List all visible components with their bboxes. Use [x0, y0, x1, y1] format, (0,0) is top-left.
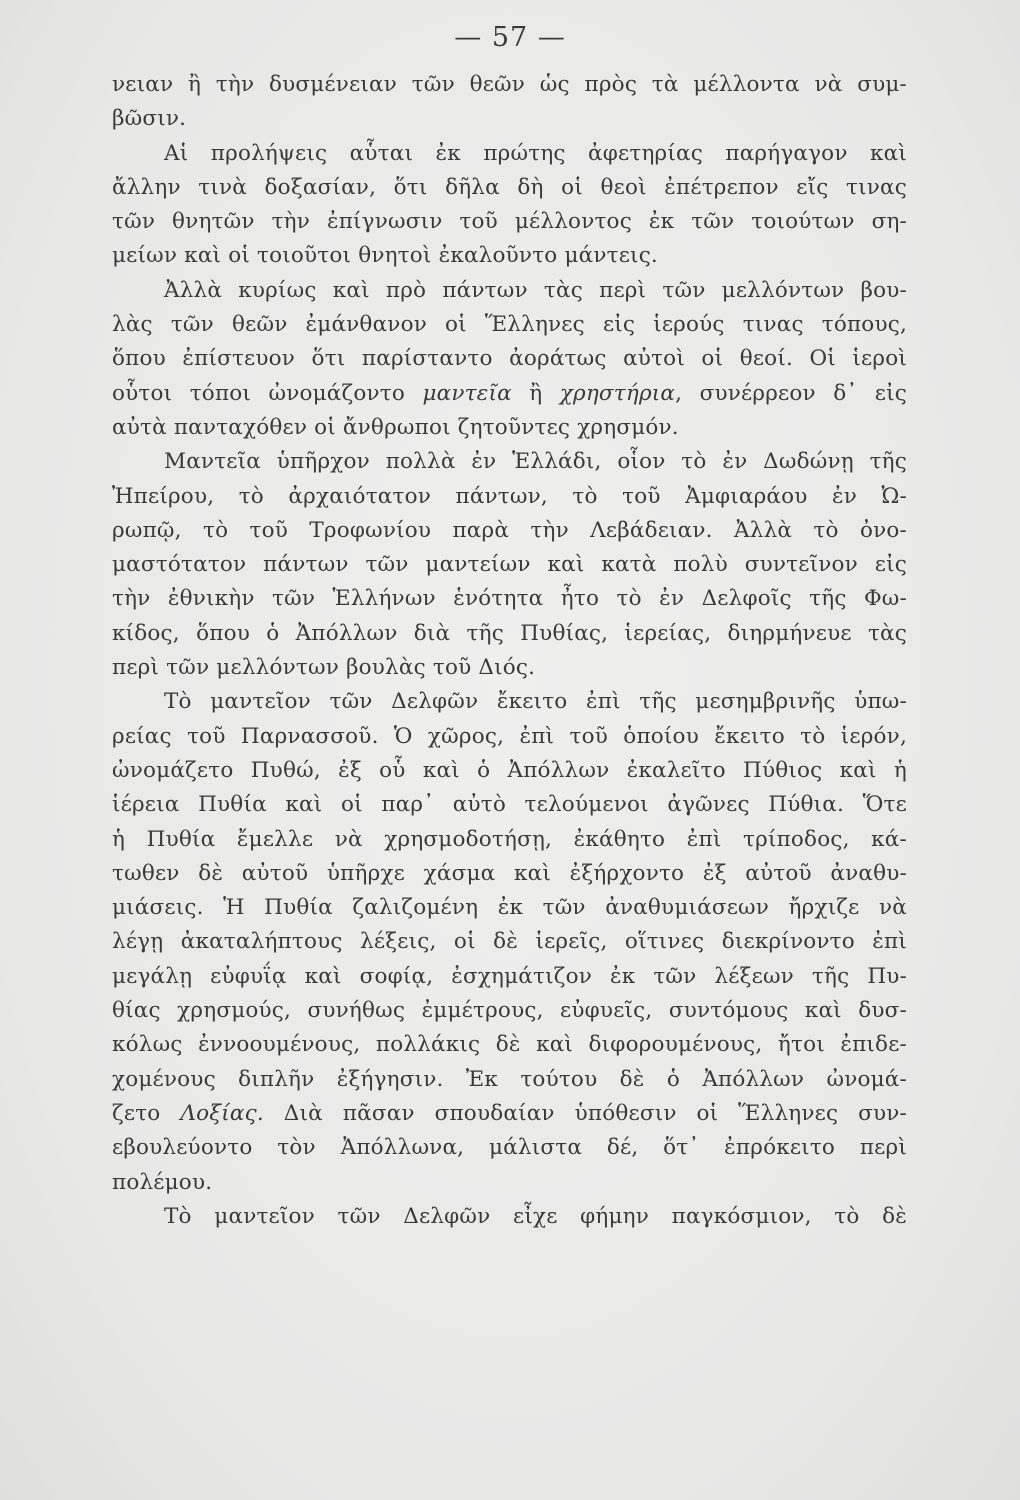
text-line: λὰς τῶν θεῶν ἐμάνθανον οἱ Ἕλληνες εἰς ἱερούς τινας τόπους, — [112, 312, 907, 338]
text-line: βῶσιν. — [112, 106, 187, 132]
text-line: ὠνομάζετο Πυθώ, ἐξ οὗ καὶ ὁ Ἀπόλλων ἐκαλεῖτο Πύθιος καὶ ἡ — [112, 757, 907, 783]
text-line: Αἱ προλήψεις αὗται ἐκ πρώτης ἀφετηρίας παρήγαγον καὶ — [164, 140, 907, 166]
text-line: ρωπῷ, τὸ τοῦ Τροφωνίου παρὰ τὴν Λεβάδειαν. Ἀλλὰ τὸ ὀνο- — [112, 517, 907, 543]
text-line: αὐτὰ πανταχόθεν οἱ ἄνθρωποι ζητοῦντες χρησμόν. — [112, 414, 679, 440]
text-line: τῶν θνητῶν τὴν ἐπίγνωσιν τοῦ μέλλοντος ἐκ τῶν τοιούτων ση- — [112, 209, 907, 235]
text-line: μείων καὶ οἱ τοιοῦτοι θνητοὶ ἐκαλοῦντο μάντεις. — [112, 243, 658, 269]
text-line: τὴν ἐθνικὴν τῶν Ἑλλήνων ἑνότητα ἦτο τὸ ἐν Δελφοῖς τῆς Φω- — [112, 586, 907, 612]
text-line: ὅπου ἐπίστευον ὅτι παρίσταντο ἀοράτως αὐτοὶ οἱ θεοί. Οἱ ἱεροὶ — [112, 346, 907, 372]
text-line: μιάσεις. Ἡ Πυθία ζαλιζομένη ἐκ τῶν ἀναθυμιάσεων ἤρχιζε νὰ — [112, 895, 907, 921]
text-line: κόλως ἐννοουμένους, πολλάκις δὲ καὶ διφορουμένους, ἤτοι ἐπιδε- — [112, 1032, 907, 1058]
text-line: ἱέρεια Πυθία καὶ οἱ παρ᾽ αὐτὸ τελούμενοι ἀγῶνες Πύθια. Ὅτε — [112, 792, 907, 818]
text-line: νειαν ἢ τὴν δυσμένειαν τῶν θεῶν ὡς πρὸς τὰ μέλλοντα νὰ συμ- — [112, 72, 907, 97]
text-line: Ἀλλὰ κυρίως καὶ πρὸ πάντων τὰς περὶ τῶν μελλόντων βου- — [164, 277, 907, 303]
text-line: κίδος, ὅπου ὁ Ἀπόλλων διὰ τῆς Πυθίας, ἱερείας, διηρμήνευε τὰς — [112, 620, 907, 646]
text-line: Τὸ μαντεῖον τῶν Δελφῶν εἶχε φήμην παγκόσμιον, τὸ δὲ — [164, 1203, 907, 1229]
text-line: Τὸ μαντεῖον τῶν Δελφῶν ἔκειτο ἐπὶ τῆς μεσημβρινῆς ὑπω- — [164, 689, 907, 715]
text-line: πολέμου. — [112, 1169, 213, 1195]
text-line: Ἠπείρου, τὸ ἀρχαιότατον πάντων, τὸ τοῦ Ἀμφιαράου ἐν Ὠ- — [112, 483, 907, 509]
text-line: μεγάλῃ εὐφυΐᾳ καὶ σοφίᾳ, ἐσχημάτιζον ἐκ τῶν λέξεων τῆς Πυ- — [112, 963, 907, 989]
page-number: — 57 — — [454, 22, 566, 53]
text-line: Μαντεῖα ὑπῆρχον πολλὰ ἐν Ἑλλάδι, οἷον τὸ ἐν Δωδώνῃ τῆς — [164, 449, 907, 475]
text-line: ρείας τοῦ Παρνασσοῦ. Ὁ χῶρος, ἐπὶ τοῦ ὁποίου ἔκειτο τὸ ἱερόν, — [112, 723, 907, 749]
text-line: μαστότατον πάντων τῶν μαντείων καὶ κατὰ πολὺ συντεῖνον εἰς — [112, 552, 907, 578]
text-line: ζετο Λοξίας. Διὰ πᾶσαν σπουδαίαν ὑπόθεσιν οἱ Ἕλληνες συν- — [112, 1100, 907, 1126]
text-line: ἡ Πυθία ἔμελλε νὰ χρησμοδοτήσῃ, ἐκάθητο ἐπὶ τρίποδος, κά- — [112, 826, 907, 852]
text-line: εβουλεύοντο τὸν Ἀπόλλωνα, μάλιστα δέ, ὅτ᾽ ἐπρόκειτο περὶ — [112, 1135, 907, 1161]
body-text — [112, 68, 907, 1234]
text-line: τωθεν δὲ αὐτοῦ ὑπῆρχε χάσμα καὶ ἐξήρχοντο ἐξ αὐτοῦ ἀναθυ- — [112, 860, 907, 886]
text-line: οὗτοι τόποι ὠνομάζοντο μαντεῖα ἢ χρηστήρια, συνέρρεον δ᾽ εἰς — [112, 380, 907, 406]
text-line: ἄλλην τινὰ δοξασίαν, ὅτι δῆλα δὴ οἱ θεοὶ ἐπέτρεπον εἴς τινας — [112, 174, 907, 200]
text-line: λέγῃ ἀκαταλήπτους λέξεις, οἱ δὲ ἱερεῖς, οἵτινες διεκρίνοντο ἐπὶ — [112, 929, 907, 955]
text-line: περὶ τῶν μελλόντων βουλὰς τοῦ Διός. — [112, 655, 536, 681]
text-line: θίας χρησμούς, συνήθως ἐμμέτρους, εὐφυεῖς, συντόμους καὶ δυσ- — [112, 998, 907, 1024]
text-line: χομένους διπλῆν ἐξήγησιν. Ἐκ τούτου δὲ ὁ Ἀπόλλων ὠνομά- — [112, 1066, 907, 1092]
